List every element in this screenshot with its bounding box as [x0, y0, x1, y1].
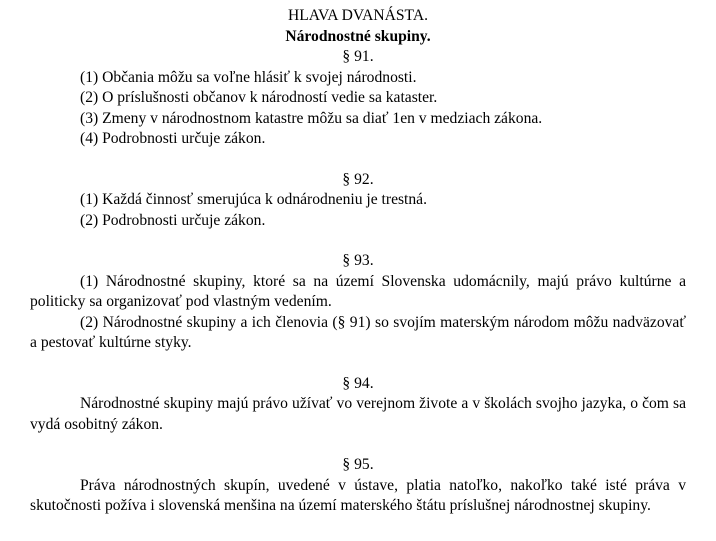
- section-line: (2) Podrobnosti určuje zákon.: [80, 211, 266, 229]
- section-paragraph: Národnostné skupiny majú právo užívať vo verejnom živote a v školách svojho jazyka, o čom sa vydá osobitný zákon.: [30, 395, 686, 433]
- section-heading: § 92.: [342, 170, 374, 188]
- section-line: (4) Podrobnosti určuje zákon.: [80, 130, 266, 147]
- section-91: [30, 47, 686, 150]
- chapter-subtitle: Národnostné skupiny.: [285, 27, 431, 45]
- section-94: [30, 374, 686, 436]
- section-line: (1) Každá činnosť smerujúca k odnárodneniu je trestná.: [80, 191, 428, 208]
- section-paragraph: Práva národnostných skupín, uvedené v ústave, platia natoľko, nakoľko také isté práva v skutočnosti požíva i slovenská menšina na území materského štátu príslušnej národnostnej skupiny.: [30, 476, 686, 514]
- section-paragraph: (2) Národnostné skupiny a ich členovia (§ 91) so svojím materským národom môžu nadväzovať a pestovať kultúrne styky.: [30, 313, 686, 351]
- section-paragraph: (1) Národnostné skupiny, ktoré sa na území Slovenska udomácnily, majú právo kultúrne a politicky sa organizovať pod vlastným vedením.: [30, 272, 686, 310]
- section-heading: § 94.: [342, 374, 374, 392]
- section-heading: § 91.: [342, 48, 374, 65]
- section-93: [30, 251, 686, 354]
- section-heading: § 93.: [342, 252, 374, 269]
- chapter-header: [30, 6, 686, 47]
- chapter-title: HLAVA DVANÁSTA.: [288, 7, 428, 24]
- section-92: [30, 170, 686, 232]
- section-line: (3) Zmeny v národnostnom katastre môžu sa diať 1en v medziach zákona.: [80, 109, 543, 127]
- section-line: (1) Občania môžu sa voľne hlásiť k svojej národnosti.: [80, 68, 417, 86]
- section-95: [30, 455, 686, 517]
- section-heading: § 95.: [342, 456, 374, 473]
- section-line: (2) O príslušnosti občanov k národností vedie sa kataster.: [80, 89, 438, 106]
